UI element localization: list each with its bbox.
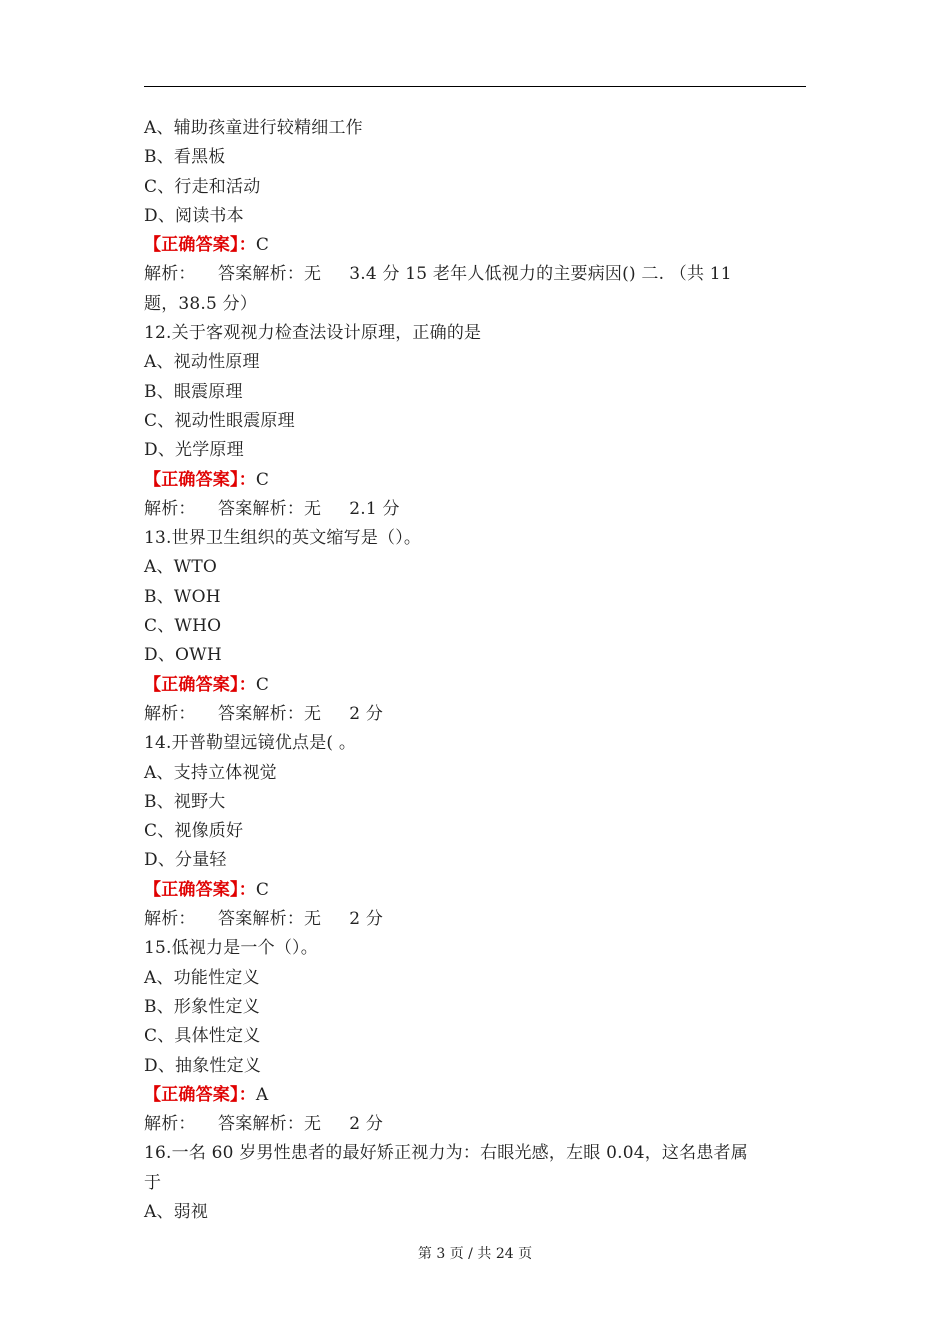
correct-answer-value: C [255,469,270,490]
text-line: A、辅助孩童进行较精细工作 [144,118,363,138]
correct-answer-value: C [255,235,270,256]
text-line: D、分量轻 [144,850,227,871]
correct-answer-label: 【正确答案】： [144,1084,256,1105]
text-line: 12.关于客观视力检查法设计原理，正确的是 [144,323,482,344]
text-line: C、WHO [144,616,222,637]
correct-answer-label: 【正确答案】： [144,674,256,695]
correct-answer-line [144,671,806,700]
footer-current-page: 3 [436,1246,446,1262]
correct-answer-label: 【正确答案】： [144,235,256,256]
text-line: 解析： 答案解析：无 2 分 [144,909,384,930]
correct-answer-value: C [255,879,270,900]
text-line: A、弱视 [144,1201,209,1222]
text-line: B、眼震原理 [144,381,243,402]
text-line: B、WOH [144,586,221,607]
text-line: 解析： 答案解析：无 2 分 [144,703,384,724]
text-line: D、阅读书本 [144,205,244,226]
text-line: D、OWH [144,645,222,666]
correct-answer-line [144,466,806,495]
text-line: A、支持立体视觉 [144,762,277,783]
text-line: D、抽象性定义 [144,1055,262,1076]
text-line: 解析： 答案解析：无 3.4 分 15 老年人低视力的主要病因() 二. （共 11 [144,264,732,285]
document-body [144,114,806,1227]
text-line: C、行走和活动 [144,176,261,197]
text-line: A、WTO [144,557,218,578]
correct-answer-line [144,231,806,260]
footer-mid: 页 / 共 [449,1246,492,1262]
text-line: 题，38.5 分） [144,293,258,314]
text-line: A、视动性原理 [144,352,260,373]
text-line: 15.低视力是一个（）。 [144,938,318,959]
footer-total-pages: 24 [495,1246,514,1262]
text-line: 于 [144,1172,162,1193]
footer-prefix: 第 [417,1246,432,1262]
correct-answer-line [144,1081,806,1110]
text-line: A、功能性定义 [144,967,260,988]
correct-answer-value: C [255,674,270,695]
text-line: 解析： 答案解析：无 2 分 [144,1114,384,1135]
text-line: B、看黑板 [144,147,226,168]
text-line: 解析： 答案解析：无 2.1 分 [144,498,400,519]
correct-answer-line [144,876,806,905]
text-line: 16.一名 60 岁男性患者的最好矫正视力为：右眼光感，左眼 0.04，这名患者属 [144,1143,748,1164]
text-line: D、光学原理 [144,440,244,461]
page-footer [0,1243,950,1263]
text-line: C、视像质好 [144,821,244,842]
text-line: B、形象性定义 [144,996,260,1017]
correct-answer-value: A [255,1084,269,1105]
correct-answer-label: 【正确答案】： [144,879,256,900]
text-line: 14.开普勒望远镜优点是( 。 [144,733,357,754]
text-line: B、视野大 [144,791,226,812]
footer-suffix: 页 [518,1246,533,1262]
header-rule [144,86,806,87]
correct-answer-label: 【正确答案】： [144,469,256,490]
text-line: 13.世界卫生组织的英文缩写是（）。 [144,528,422,549]
text-line: C、具体性定义 [144,1026,261,1047]
text-line: C、视动性眼震原理 [144,410,295,431]
